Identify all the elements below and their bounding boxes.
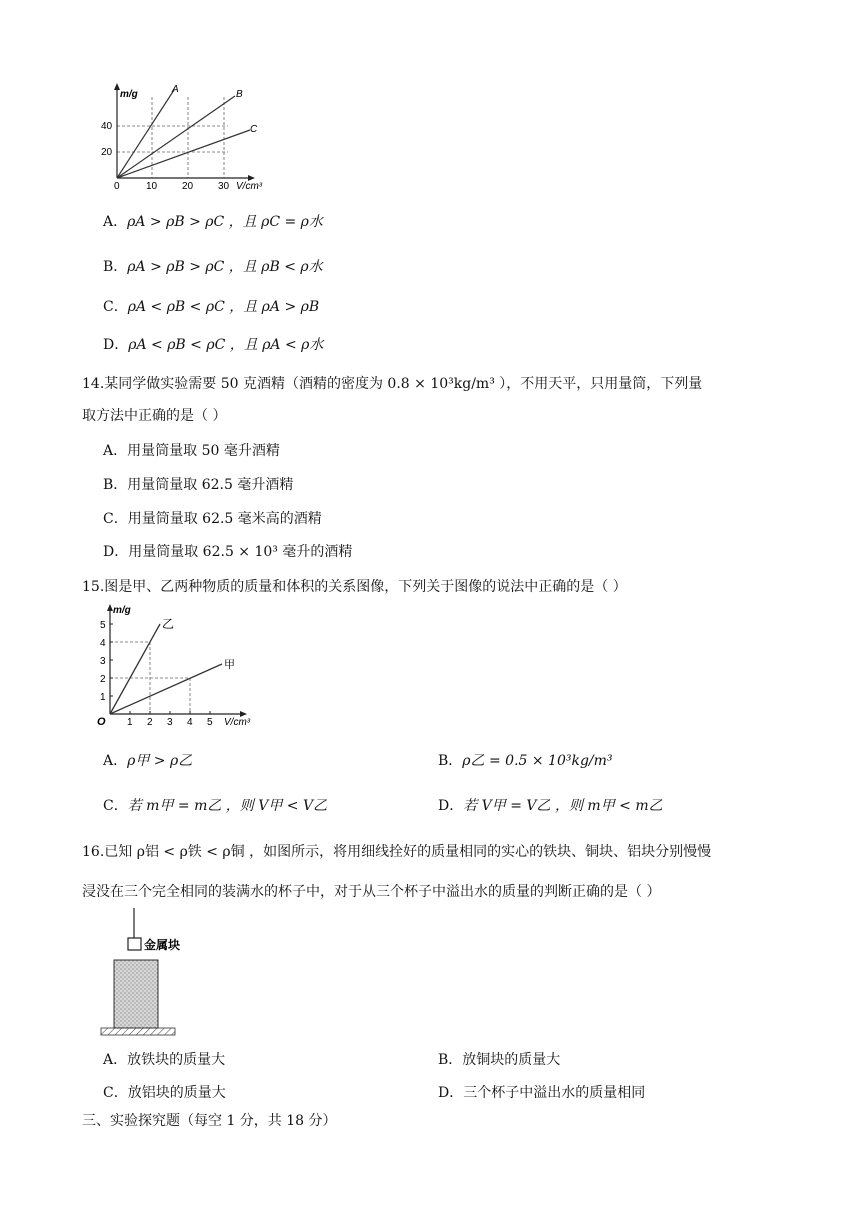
line-label-a: A — [172, 84, 179, 95]
y-tick-20: 20 — [101, 147, 113, 158]
q14-option-c[interactable]: C．用量筒量取 62.5 毫米高的酒精 — [103, 511, 322, 527]
y-tick-5: 5 — [100, 620, 106, 631]
line-yi — [110, 624, 160, 714]
line-jia — [110, 664, 222, 714]
q15-option-b[interactable]: B．ρ乙 = 0.5 × 10³kg/m³ — [438, 753, 613, 769]
x-tick-10: 10 — [146, 181, 158, 192]
line-label-jia: 甲 — [224, 659, 235, 671]
q13-option-b[interactable]: B．ρA > ρB > ρC ，且 ρB < ρ水 — [103, 259, 323, 275]
y-tick-40: 40 — [101, 121, 113, 132]
q13-option-c-text: ρA < ρB < ρC ，且 ρA > ρB — [127, 299, 320, 315]
q15-mass-volume-graph — [92, 602, 262, 728]
y-axis-label: m/g — [120, 89, 138, 100]
x-tick-4: 4 — [187, 717, 193, 728]
line-label-b: B — [236, 89, 243, 100]
y-tick-3: 3 — [100, 656, 106, 667]
line-label-c: C — [250, 124, 258, 135]
ground — [101, 1028, 175, 1035]
x-axis-label: V/cm³ — [236, 181, 263, 192]
x-tick-30: 30 — [218, 181, 230, 192]
section-3-heading: 三、实验探究题（每空 1 分，共 18 分） — [82, 1113, 337, 1129]
x-tick-0: 0 — [114, 181, 120, 192]
q15-stem: 15.图是甲、乙两种物质的质量和体积的关系图像，下列关于图像的说法中正确的是（ ） — [82, 579, 627, 595]
line-label-yi: 乙 — [162, 617, 175, 631]
q13-option-a-text: ρA > ρB > ρC ，且 ρC = ρ水 — [127, 214, 323, 230]
q15-option-d[interactable]: D．若 V甲 = V乙 ，则 m甲 < m乙 — [438, 798, 663, 814]
q16-cup-figure — [100, 908, 210, 1038]
y-tick-2: 2 — [100, 674, 106, 685]
x-tick-20: 20 — [182, 181, 194, 192]
x-tick-1: 1 — [127, 717, 133, 728]
y-tick-4: 4 — [100, 638, 106, 649]
x-axis-label: V/cm³ — [224, 717, 251, 728]
q13-option-d[interactable]: D．ρA < ρB < ρC ，且 ρA < ρ水 — [103, 337, 324, 353]
q16-option-b[interactable]: B．放铜块的质量大 — [438, 1052, 561, 1068]
x-tick-3: 3 — [167, 717, 173, 728]
q16-stem-line2: 浸没在三个完全相同的装满水的杯子中，对于从三个杯子中溢出水的质量的判断正确的是（ ） — [82, 884, 661, 900]
line-c — [117, 130, 250, 178]
q14-option-b[interactable]: B．用量筒量取 62.5 毫升酒精 — [103, 477, 294, 493]
origin-label: O — [97, 716, 106, 728]
q15-option-c[interactable]: C．若 m甲 = m乙 ，则 V甲 < V乙 — [103, 798, 328, 814]
q14-stem-line1: 14.某同学做实验需要 50 克酒精（酒精的密度为 0.8 × 10³kg/m³ ），不用天平，只用量筒，下列量 — [82, 376, 703, 392]
q16-option-a[interactable]: A．放铁块的质量大 — [103, 1052, 226, 1068]
q14-option-d[interactable]: D．用量筒量取 62.5 × 10³ 毫升的酒精 — [103, 544, 353, 560]
q16-option-d[interactable]: D．三个杯子中溢出水的质量相同 — [438, 1085, 646, 1101]
q13-option-d-text: ρA < ρB < ρC ，且 ρA < ρ水 — [128, 337, 324, 353]
line-b — [117, 96, 235, 178]
metal-block — [128, 938, 141, 950]
q13-option-b-text: ρA > ρB > ρC ，且 ρB < ρ水 — [127, 259, 323, 275]
y-tick-1: 1 — [100, 692, 106, 703]
q13-option-c[interactable]: C．ρA < ρB < ρC ，且 ρA > ρB — [103, 299, 320, 315]
q14-stem-line2: 取方法中正确的是（ ） — [82, 408, 227, 424]
y-axis-label: m/g — [113, 605, 131, 616]
line-a — [117, 90, 174, 178]
q16-stem-line1: 16.已知 ρ铝 < ρ铁 < ρ铜 ，如图所示，将用细线拴好的质量相同的实心的铁块、铜块、铝块分别慢慢 — [82, 844, 712, 860]
x-tick-2: 2 — [147, 717, 153, 728]
q16-option-c[interactable]: C．放铝块的质量大 — [103, 1085, 226, 1101]
x-tick-5: 5 — [207, 717, 213, 728]
q13-mass-volume-graph — [98, 82, 268, 194]
q13-option-a[interactable]: A．ρA > ρB > ρC ，且 ρC = ρ水 — [103, 214, 323, 230]
q15-option-a[interactable]: A．ρ甲 > ρ乙 — [103, 753, 193, 769]
metal-block-label: 金属块 — [144, 938, 181, 952]
cup-with-water — [114, 960, 158, 1028]
q14-option-a[interactable]: A．用量筒量取 50 毫升酒精 — [103, 443, 280, 459]
